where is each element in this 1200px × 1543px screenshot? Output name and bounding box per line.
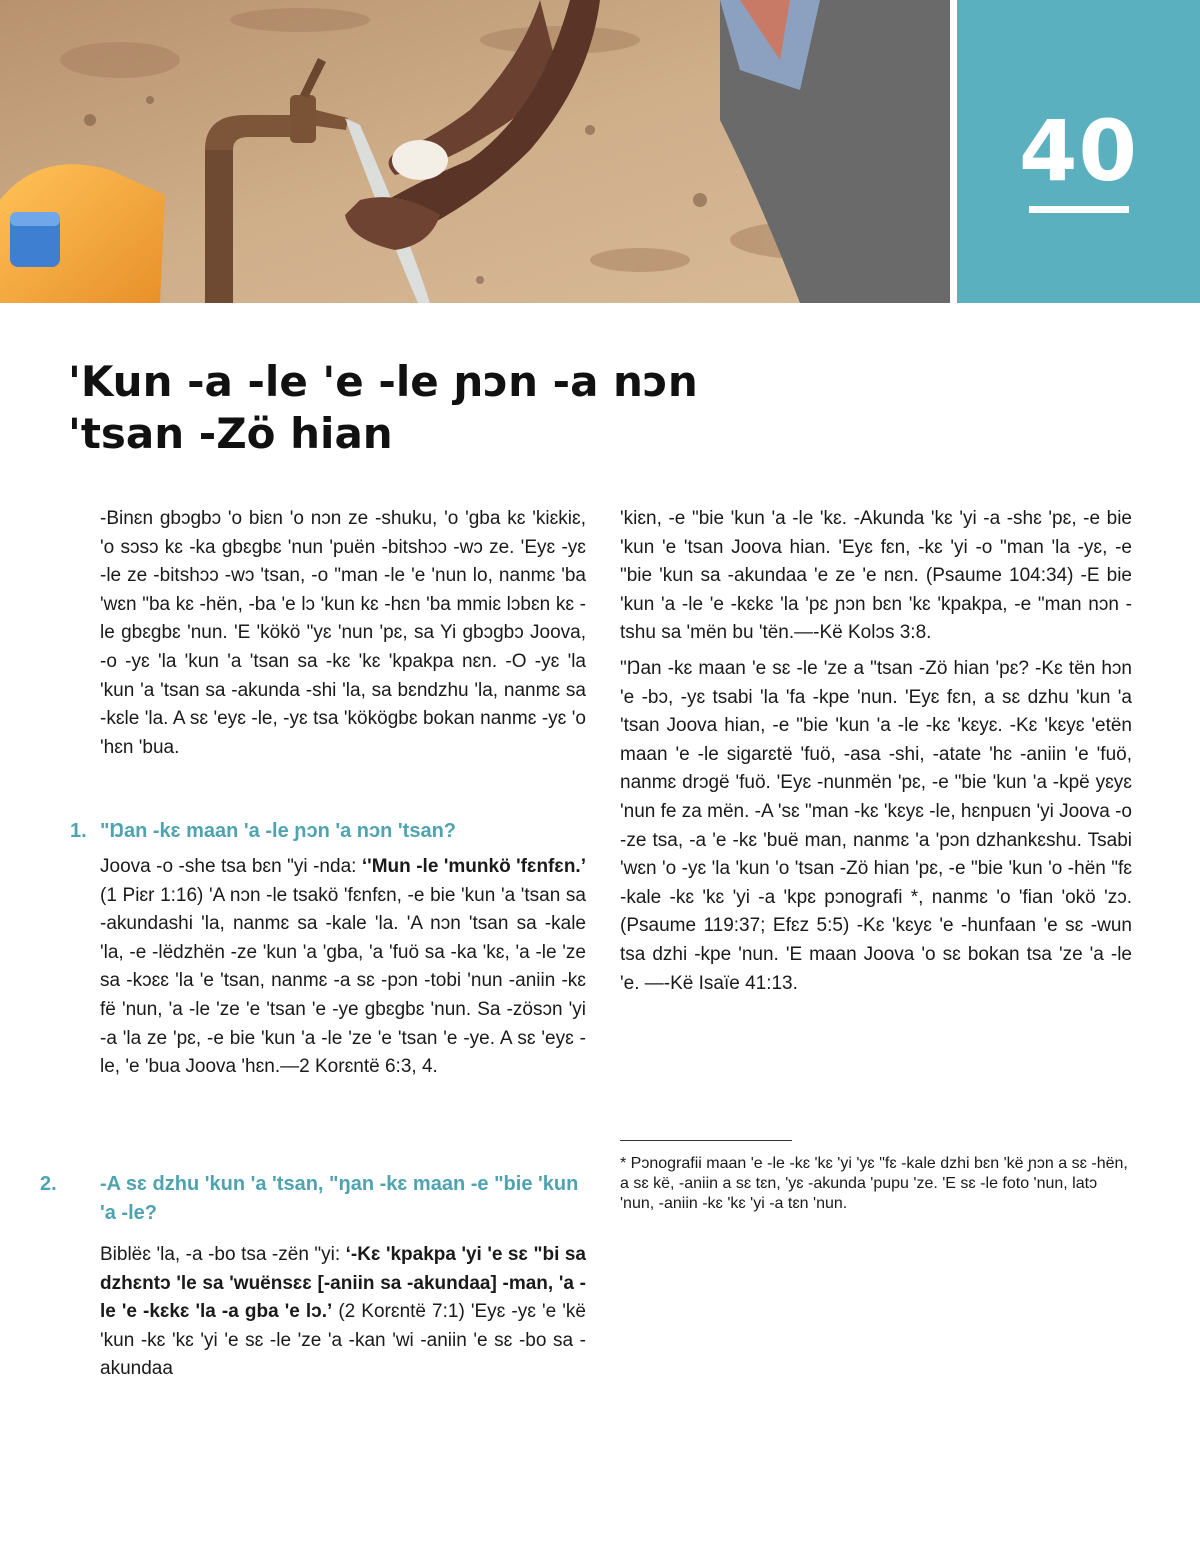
answer-1-paragraph: [100, 853, 586, 1082]
answer-1-start: Joova -o -she tsa bɛn "yi -nda:: [100, 856, 362, 877]
question-1-text: "Ŋan -kɛ maan 'a -le ɲɔn 'a nɔn 'tsan?: [100, 820, 457, 842]
question-1-number: 1.: [70, 820, 87, 842]
hero-photo: [0, 0, 950, 303]
right-column: [620, 505, 1132, 1005]
lesson-badge: [957, 0, 1200, 303]
right-paragraph-1: 'kiɛn, -e "bie 'kun 'a -le 'kɛ. -Akunda 'kɛ 'yi -a -shɛ 'pɛ, -e bie 'kun 'e 'tsan Joova hian. 'Eyɛ fɛn, -kɛ 'yi -o "man 'la -yɛ, -e "bie 'kun sa -akundaa 'e ze 'e nɛn. (Psaume 104:34) -E bie 'kun 'a -le 'e -kɛkɛ 'la 'pɛ ɲɔn bɛn 'kɛ 'kpakpa, -e "man nɔn -tshu sa 'mën bu 'tën.—-Kë Kolɔs 3:8.: [620, 508, 1132, 644]
answer-2-end: (2 Korɛntë 7:1) 'Eyɛ -yɛ 'e 'kë 'kun -kɛ 'kɛ 'yi 'e sɛ -le 'ze 'a -kan 'wi -aniin 'e sɛ -bo sa -akundaa: [100, 1301, 586, 1380]
answer-2-quote: ‘-Kɛ 'kpakpa 'yi 'e sɛ "bi sa dzhɛntɔ 'le sa 'wuënsɛɛ [-aniin sa -akundaa] -man, 'a -le 'e -kɛkɛ 'la -a gba 'e lɔ.’: [100, 1244, 586, 1323]
question-1: [70, 817, 590, 846]
answer-2-start: Biblëɛ 'la, -a -bo tsa -zën "yi:: [100, 1244, 346, 1265]
hand-washing-illustration: [0, 0, 950, 303]
answer-2-paragraph: [100, 1241, 586, 1384]
question-2-text: -A sɛ dzhu 'kun 'a 'tsan, "ŋan -kɛ maan -e "bie 'kun 'a -le?: [100, 1173, 579, 1224]
page-title: 'Kun -a -le 'e -le ɲɔn -a nɔn 'tsan -Zö hian: [68, 357, 698, 458]
right-paragraph-2: "Ŋan -kɛ maan 'e sɛ -le 'ze a "tsan -Zö hian 'pɛ? -Kɛ tën hɔn 'e -bɔ, -yɛ tsabi 'la 'fa -kpe 'nun. 'Eyɛ fɛn, a sɛ dzhu 'kun 'a 'tsan Joova hian, -e "bie 'kun 'a -le -kɛ 'kɛyɛ. -Kɛ 'kɛyɛ 'etën maan 'e -le sigarɛtë 'fuö, -asa -shi, -atate 'hɛ -aniin 'e 'fuö, nanmɛ drɔgë 'fuö. 'Eyɛ -nunmën 'pɛ, -e "bie 'kun 'a -kpë yɛyɛ 'nun fe za mën. -A 'sɛ "man -kɛ 'kɛyɛ -le, hɛnpuɛn 'yi Joova -o -ze tsa, -a 'e -kɛ 'buë man, nanmɛ 'a 'pɔn dzhankɛshu. Tsabi 'wɛn 'o -yɛ 'la 'kun 'o 'tsan -Zö hian 'pɛ, -e "bie 'kun 'o -hën "fɛ -kale -kɛ 'kɛ 'yi -a 'kpɛ pɔnografi *, nanmɛ 'o 'fian 'okö 'zɔ. (Psaume 119:37; Efɛz 5:5) -Kɛ 'kɛyɛ 'e -hunfaan 'e sɛ -wun tsa dzhi -kpe 'nun. 'E maan Joova 'o sɛ bokan tsa 'ze 'a -le 'e. —-Kë Isaïe 41:13.: [620, 657, 1132, 994]
question-2: [40, 1170, 590, 1228]
answer-1-end: (1 Piɛr 1:16) 'A nɔn -le tsakö 'fɛnfɛn, -e bie 'kun 'a 'tsan sa -akundashi 'la, nanmɛ sa -kale 'la. 'A nɔn 'tsan sa -kale 'la, -e -lëdzhën -ze 'kun 'a 'gba, 'a 'fuö sa -ka 'kɛ, 'a -le 'ze sa -kɔɛɛ 'la 'e 'tsan, nanmɛ -a sɛ -pɔn -tobi 'nun -aniin -kɛ fë 'nun, 'a -le 'ze 'e 'tsan 'e -ye gbɛgbɛ 'nun. Sa -zösɔn 'yi -a 'la ze 'pɛ, -e bie 'kun 'a -le 'ze 'e 'tsan 'e -ye. A sɛ 'eyɛ -le, 'e 'bua Joova 'hɛn.—2 Korɛntë 6:3, 4.: [100, 884, 586, 1078]
footnote-divider: [620, 1140, 792, 1141]
intro-text: -Binɛn gbɔgbɔ 'o biɛn 'o nɔn ze -shuku, 'o 'gba kɛ 'kiɛkiɛ, 'o sɔsɔ kɛ -ka gbɛgbɛ 'nun 'puën -bitshɔɔ -wɔ ze. 'Eyɛ -yɛ -le ze -bitshɔɔ -wɔ 'tsan, -o "man -le 'e 'nun lo, nanmɛ 'ba 'wɛn "ba kɛ -hën, -ba 'e lɔ 'kun kɛ -hɛn 'ba mmiɛ lɔbɛn kɛ -le gbɛgbɛ 'nun. 'E 'kökö "yɛ 'nun 'pɛ, sa Yi gbɔgbɔ Joova, -o -yɛ 'la 'kun 'a 'tsan sa -kɛ 'kɛ 'kpakpa nɛn. -O -yɛ 'la 'kun 'a 'tsan sa -akunda -shi 'la, sa bɛndzhu 'la, nanmɛ sa -kɛle 'la. A sɛ 'eyɛ -le, -yɛ tsa 'kökögbɛ bokan nanmɛ -yɛ 'o 'hɛn 'bua.: [100, 508, 586, 758]
answer-1-quote: ‘'Mun -le 'munkö 'fɛnfɛn.’: [361, 856, 586, 877]
intro-paragraph: [100, 505, 586, 769]
badge-underline: [1029, 206, 1129, 213]
question-2-number: 2.: [40, 1173, 57, 1195]
lesson-number: 40: [1019, 102, 1138, 200]
footnote: * Pɔnografii maan 'e -le -kɛ 'kɛ 'yi 'yɛ "fɛ -kale dzhi bɛn 'kë ɲɔn a sɛ -hën, a sɛ kë, -aniin a sɛ tɛn, 'yɛ -akunda 'pupu 'ze. 'E sɛ -le foto 'nun, latɔ 'nun, -aniin -kɛ 'kɛ 'yi -a tɛn 'nun.: [620, 1155, 1128, 1212]
